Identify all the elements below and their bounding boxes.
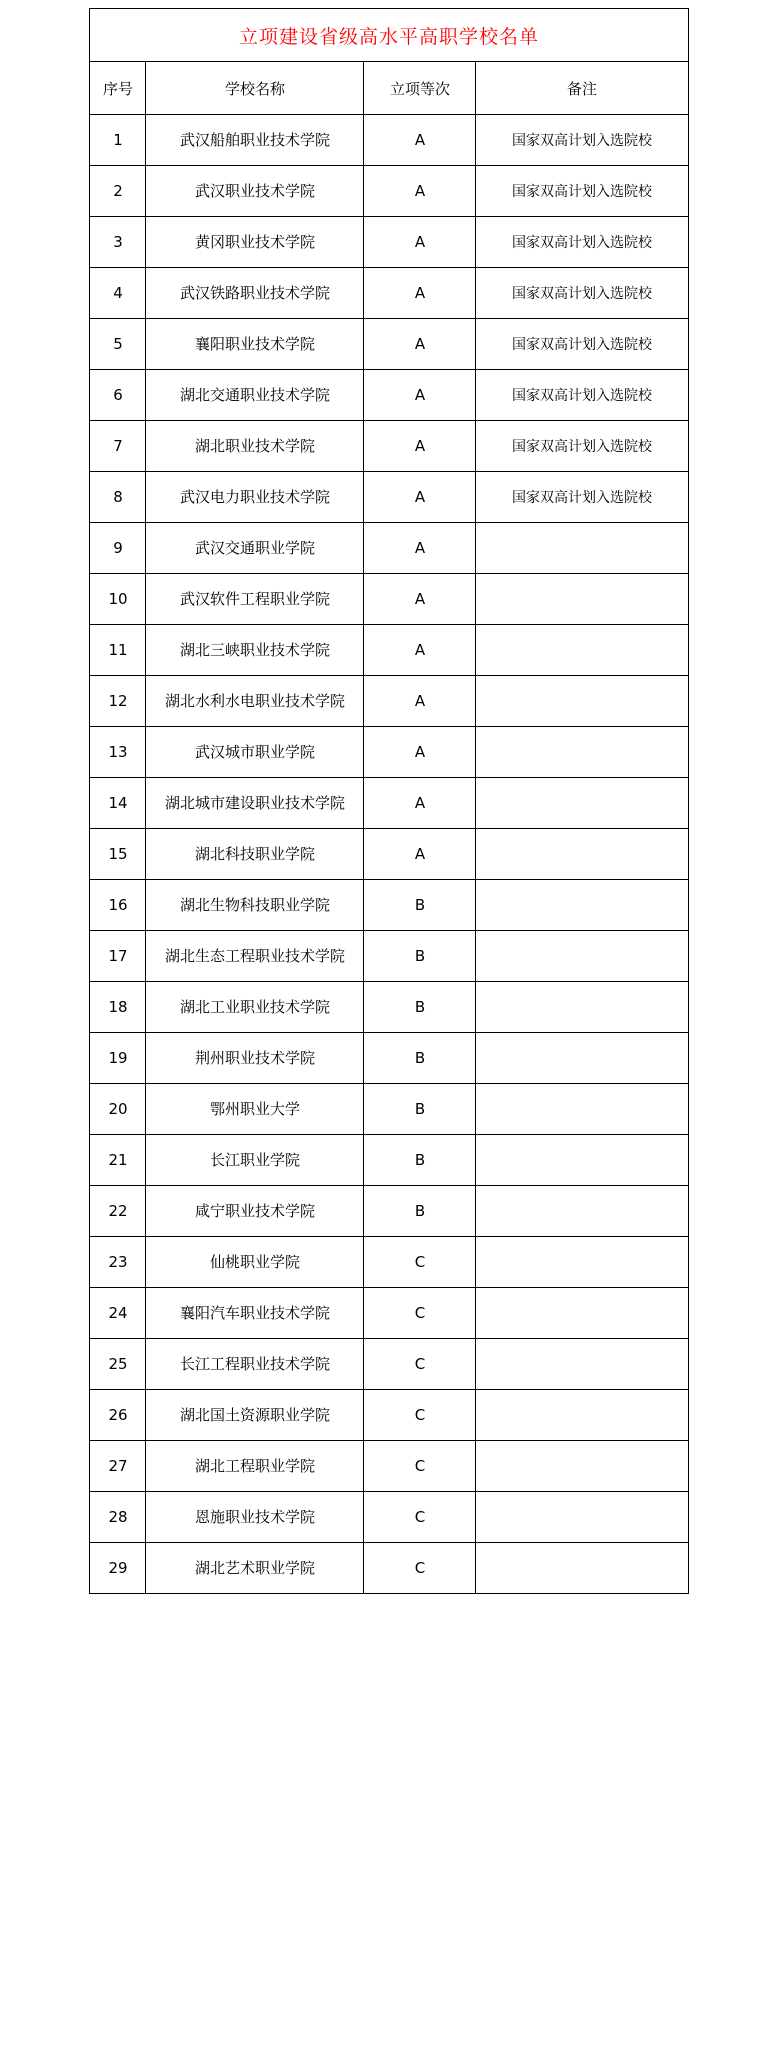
title-row	[90, 9, 688, 62]
cell-school-name: 湖北国土资源职业学院	[146, 1390, 364, 1441]
table-row	[90, 1390, 688, 1441]
table-row	[90, 1492, 688, 1543]
cell-remark	[476, 1390, 688, 1441]
cell-no: 16	[90, 880, 146, 931]
cell-level: A	[364, 676, 476, 727]
cell-school-name: 仙桃职业学院	[146, 1237, 364, 1288]
cell-school-name: 武汉交通职业学院	[146, 523, 364, 574]
cell-level: C	[364, 1288, 476, 1339]
cell-school-name: 湖北艺术职业学院	[146, 1543, 364, 1594]
cell-remark	[476, 1033, 688, 1084]
table-row	[90, 1543, 688, 1594]
cell-no: 11	[90, 625, 146, 676]
cell-level: C	[364, 1441, 476, 1492]
cell-remark: 国家双高计划入选院校	[476, 421, 688, 472]
table-row	[90, 1237, 688, 1288]
table-row	[90, 523, 688, 574]
table-row	[90, 421, 688, 472]
cell-remark	[476, 1288, 688, 1339]
column-header-level: 立项等次	[364, 62, 476, 115]
cell-school-name: 黄冈职业技术学院	[146, 217, 364, 268]
cell-remark: 国家双高计划入选院校	[476, 370, 688, 421]
cell-no: 17	[90, 931, 146, 982]
cell-school-name: 襄阳职业技术学院	[146, 319, 364, 370]
cell-level: C	[364, 1492, 476, 1543]
table-row	[90, 931, 688, 982]
cell-no: 2	[90, 166, 146, 217]
cell-no: 18	[90, 982, 146, 1033]
cell-school-name: 长江工程职业技术学院	[146, 1339, 364, 1390]
cell-remark	[476, 574, 688, 625]
column-header-remark: 备注	[476, 62, 688, 115]
cell-level: A	[364, 574, 476, 625]
cell-remark: 国家双高计划入选院校	[476, 166, 688, 217]
cell-no: 1	[90, 115, 146, 166]
cell-level: B	[364, 931, 476, 982]
cell-school-name: 武汉铁路职业技术学院	[146, 268, 364, 319]
cell-remark: 国家双高计划入选院校	[476, 217, 688, 268]
table-row	[90, 1441, 688, 1492]
cell-level: A	[364, 421, 476, 472]
cell-no: 6	[90, 370, 146, 421]
table-row	[90, 319, 688, 370]
cell-remark	[476, 1492, 688, 1543]
cell-remark: 国家双高计划入选院校	[476, 115, 688, 166]
table-row	[90, 1186, 688, 1237]
cell-level: B	[364, 1033, 476, 1084]
cell-remark	[476, 1186, 688, 1237]
table-row	[90, 217, 688, 268]
column-header-no: 序号	[90, 62, 146, 115]
cell-school-name: 武汉城市职业学院	[146, 727, 364, 778]
table-row	[90, 574, 688, 625]
table-row	[90, 625, 688, 676]
cell-no: 5	[90, 319, 146, 370]
cell-school-name: 湖北水利水电职业技术学院	[146, 676, 364, 727]
cell-school-name: 咸宁职业技术学院	[146, 1186, 364, 1237]
school-list-table	[89, 8, 688, 1594]
cell-level: C	[364, 1237, 476, 1288]
cell-level: C	[364, 1390, 476, 1441]
cell-remark	[476, 982, 688, 1033]
cell-level: A	[364, 829, 476, 880]
cell-remark: 国家双高计划入选院校	[476, 268, 688, 319]
header-row	[90, 62, 688, 115]
table-row	[90, 727, 688, 778]
cell-level: B	[364, 982, 476, 1033]
cell-school-name: 恩施职业技术学院	[146, 1492, 364, 1543]
cell-school-name: 武汉软件工程职业学院	[146, 574, 364, 625]
cell-school-name: 武汉电力职业技术学院	[146, 472, 364, 523]
cell-level: A	[364, 115, 476, 166]
table-row	[90, 1135, 688, 1186]
cell-level: A	[364, 319, 476, 370]
cell-school-name: 襄阳汽车职业技术学院	[146, 1288, 364, 1339]
cell-level: A	[364, 523, 476, 574]
table-body	[90, 9, 688, 1594]
cell-level: A	[364, 217, 476, 268]
cell-school-name: 湖北生物科技职业学院	[146, 880, 364, 931]
cell-remark	[476, 1441, 688, 1492]
table-row	[90, 370, 688, 421]
cell-level: B	[364, 880, 476, 931]
cell-no: 29	[90, 1543, 146, 1594]
cell-remark	[476, 625, 688, 676]
cell-no: 13	[90, 727, 146, 778]
cell-school-name: 长江职业学院	[146, 1135, 364, 1186]
cell-remark	[476, 1135, 688, 1186]
cell-level: B	[364, 1084, 476, 1135]
cell-no: 23	[90, 1237, 146, 1288]
table-row	[90, 880, 688, 931]
cell-level: A	[364, 625, 476, 676]
cell-no: 3	[90, 217, 146, 268]
table-row	[90, 778, 688, 829]
table-row	[90, 115, 688, 166]
cell-remark	[476, 829, 688, 880]
cell-remark	[476, 523, 688, 574]
cell-no: 14	[90, 778, 146, 829]
table-row	[90, 676, 688, 727]
cell-no: 22	[90, 1186, 146, 1237]
table-row	[90, 1033, 688, 1084]
table-row	[90, 1084, 688, 1135]
cell-no: 10	[90, 574, 146, 625]
cell-no: 28	[90, 1492, 146, 1543]
cell-no: 8	[90, 472, 146, 523]
cell-school-name: 武汉船舶职业技术学院	[146, 115, 364, 166]
cell-no: 7	[90, 421, 146, 472]
cell-no: 19	[90, 1033, 146, 1084]
cell-school-name: 湖北工程职业学院	[146, 1441, 364, 1492]
cell-level: A	[364, 727, 476, 778]
page-title: 立项建设省级高水平高职学校名单	[90, 9, 688, 62]
cell-level: A	[364, 268, 476, 319]
cell-no: 4	[90, 268, 146, 319]
cell-level: B	[364, 1135, 476, 1186]
cell-level: C	[364, 1339, 476, 1390]
cell-level: A	[364, 370, 476, 421]
cell-no: 26	[90, 1390, 146, 1441]
cell-school-name: 湖北三峡职业技术学院	[146, 625, 364, 676]
cell-school-name: 武汉职业技术学院	[146, 166, 364, 217]
cell-level: B	[364, 1186, 476, 1237]
cell-no: 21	[90, 1135, 146, 1186]
table-row	[90, 268, 688, 319]
table-row	[90, 166, 688, 217]
cell-no: 20	[90, 1084, 146, 1135]
cell-school-name: 荆州职业技术学院	[146, 1033, 364, 1084]
cell-school-name: 湖北职业技术学院	[146, 421, 364, 472]
cell-remark	[476, 931, 688, 982]
cell-no: 25	[90, 1339, 146, 1390]
table-row	[90, 472, 688, 523]
cell-remark	[476, 1543, 688, 1594]
cell-school-name: 湖北科技职业学院	[146, 829, 364, 880]
cell-level: A	[364, 778, 476, 829]
cell-remark	[476, 727, 688, 778]
cell-remark: 国家双高计划入选院校	[476, 319, 688, 370]
cell-school-name: 湖北城市建设职业技术学院	[146, 778, 364, 829]
table-row	[90, 829, 688, 880]
cell-remark: 国家双高计划入选院校	[476, 472, 688, 523]
cell-level: C	[364, 1543, 476, 1594]
cell-remark	[476, 778, 688, 829]
table-row	[90, 1339, 688, 1390]
cell-remark	[476, 676, 688, 727]
cell-school-name: 湖北工业职业技术学院	[146, 982, 364, 1033]
cell-no: 27	[90, 1441, 146, 1492]
cell-school-name: 鄂州职业大学	[146, 1084, 364, 1135]
cell-remark	[476, 1237, 688, 1288]
cell-school-name: 湖北交通职业技术学院	[146, 370, 364, 421]
cell-no: 12	[90, 676, 146, 727]
cell-level: A	[364, 166, 476, 217]
cell-remark	[476, 880, 688, 931]
cell-school-name: 湖北生态工程职业技术学院	[146, 931, 364, 982]
cell-remark	[476, 1084, 688, 1135]
cell-no: 9	[90, 523, 146, 574]
table-row	[90, 1288, 688, 1339]
cell-no: 24	[90, 1288, 146, 1339]
cell-no: 15	[90, 829, 146, 880]
column-header-name: 学校名称	[146, 62, 364, 115]
table-row	[90, 982, 688, 1033]
cell-level: A	[364, 472, 476, 523]
cell-remark	[476, 1339, 688, 1390]
